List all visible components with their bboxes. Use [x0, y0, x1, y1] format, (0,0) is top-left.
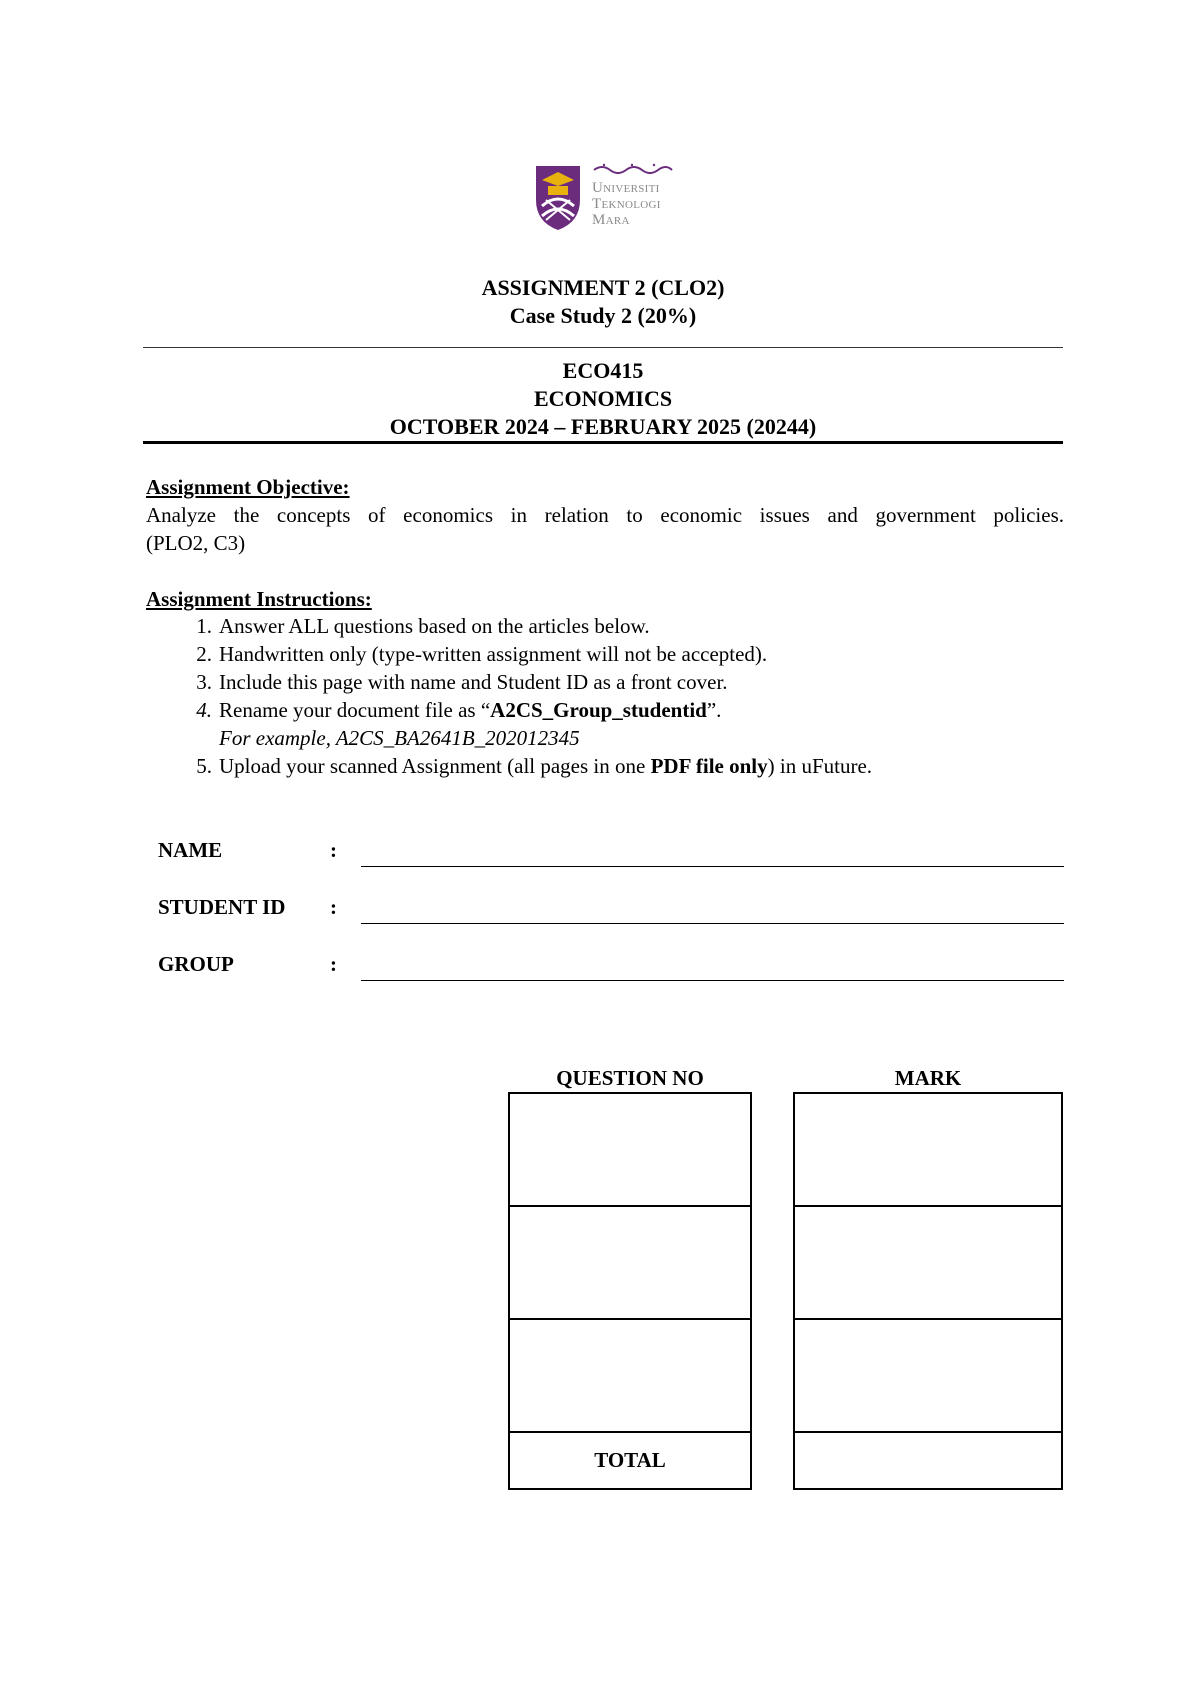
name-input-line[interactable]	[361, 866, 1064, 867]
course-divider	[143, 441, 1063, 444]
mark-cell[interactable]	[793, 1092, 1063, 1207]
instructions-list	[146, 612, 1064, 780]
objective-section	[146, 473, 1064, 557]
list-item	[146, 752, 1064, 780]
pdf-only: PDF file only	[650, 754, 768, 778]
assignment-header	[143, 274, 1063, 330]
instructions-heading-wrap	[146, 585, 1064, 613]
jawi-script-icon	[592, 162, 674, 174]
list-number: 4.	[196, 698, 212, 722]
question-cell[interactable]	[508, 1092, 752, 1207]
student-id-input-line[interactable]	[361, 923, 1064, 924]
logo-line: Mara	[592, 212, 630, 228]
logo-line: Universiti	[592, 180, 660, 196]
assignment-title: ASSIGNMENT 2 (CLO2)	[481, 275, 725, 300]
list-number: 3.	[196, 670, 212, 694]
rename-text-end: ”.	[706, 698, 722, 722]
list-text	[219, 752, 872, 780]
upload-text: Upload your scanned Assignment (all pages in one	[219, 754, 651, 778]
group-field	[158, 952, 1064, 986]
objective-heading: Assignment Objective:	[146, 475, 350, 499]
logo-line: Teknologi	[592, 196, 661, 212]
logo-wordmark	[592, 180, 661, 228]
objective-text: Analyze the concepts of economics in relation to economic issues and government policies.	[146, 503, 1064, 527]
semester-label: OCTOBER 2024 – FEBRUARY 2025 (20244)	[389, 414, 817, 439]
mark-cell[interactable]	[793, 1318, 1063, 1433]
upload-text-end: ) in uFuture.	[767, 754, 873, 778]
list-text: Include this page with name and Student ID as a front cover.	[219, 670, 728, 694]
university-logo	[532, 162, 682, 234]
student-id-label: STUDENT ID	[158, 895, 286, 919]
header-divider	[143, 347, 1063, 348]
list-item	[146, 640, 1064, 668]
course-name: ECONOMICS	[533, 386, 673, 411]
instructions-heading: Assignment Instructions:	[146, 587, 372, 611]
name-field	[158, 838, 1064, 872]
mark-header: MARK	[894, 1066, 962, 1090]
total-label: TOTAL	[594, 1448, 666, 1472]
list-text: Answer ALL questions based on the articles below.	[219, 614, 650, 638]
question-cell[interactable]	[508, 1205, 752, 1320]
list-item-example	[146, 724, 1064, 752]
question-no-header: QUESTION NO	[556, 1066, 704, 1090]
case-study-label: Case Study 2 (20%)	[509, 303, 697, 328]
total-label-cell	[508, 1431, 752, 1490]
list-number: 5.	[196, 754, 212, 778]
field-colon: :	[330, 895, 337, 919]
list-number: 1.	[196, 614, 212, 638]
list-number: 2.	[196, 642, 212, 666]
total-mark-cell[interactable]	[793, 1431, 1063, 1490]
student-id-field	[158, 895, 1064, 929]
course-info	[143, 357, 1063, 441]
course-code: ECO415	[562, 358, 644, 383]
list-item	[146, 668, 1064, 696]
list-text: Handwritten only (type-written assignment will not be accepted).	[219, 642, 768, 666]
filename-format: A2CS_Group_studentid	[490, 698, 707, 722]
field-colon: :	[330, 952, 337, 976]
question-cell[interactable]	[508, 1318, 752, 1433]
uitm-crest-icon	[532, 162, 584, 232]
objective-codes: (PLO2, C3)	[146, 531, 246, 555]
name-label: NAME	[158, 838, 223, 862]
list-item	[146, 612, 1064, 640]
field-colon: :	[330, 838, 337, 862]
list-item	[146, 696, 1064, 724]
filename-example: For example, A2CS_BA2641B_202012345	[219, 726, 580, 750]
mark-cell[interactable]	[793, 1205, 1063, 1320]
group-input-line[interactable]	[361, 980, 1064, 981]
list-text	[219, 696, 721, 724]
group-label: GROUP	[158, 952, 234, 976]
rename-text: Rename your document file as “	[219, 698, 491, 722]
